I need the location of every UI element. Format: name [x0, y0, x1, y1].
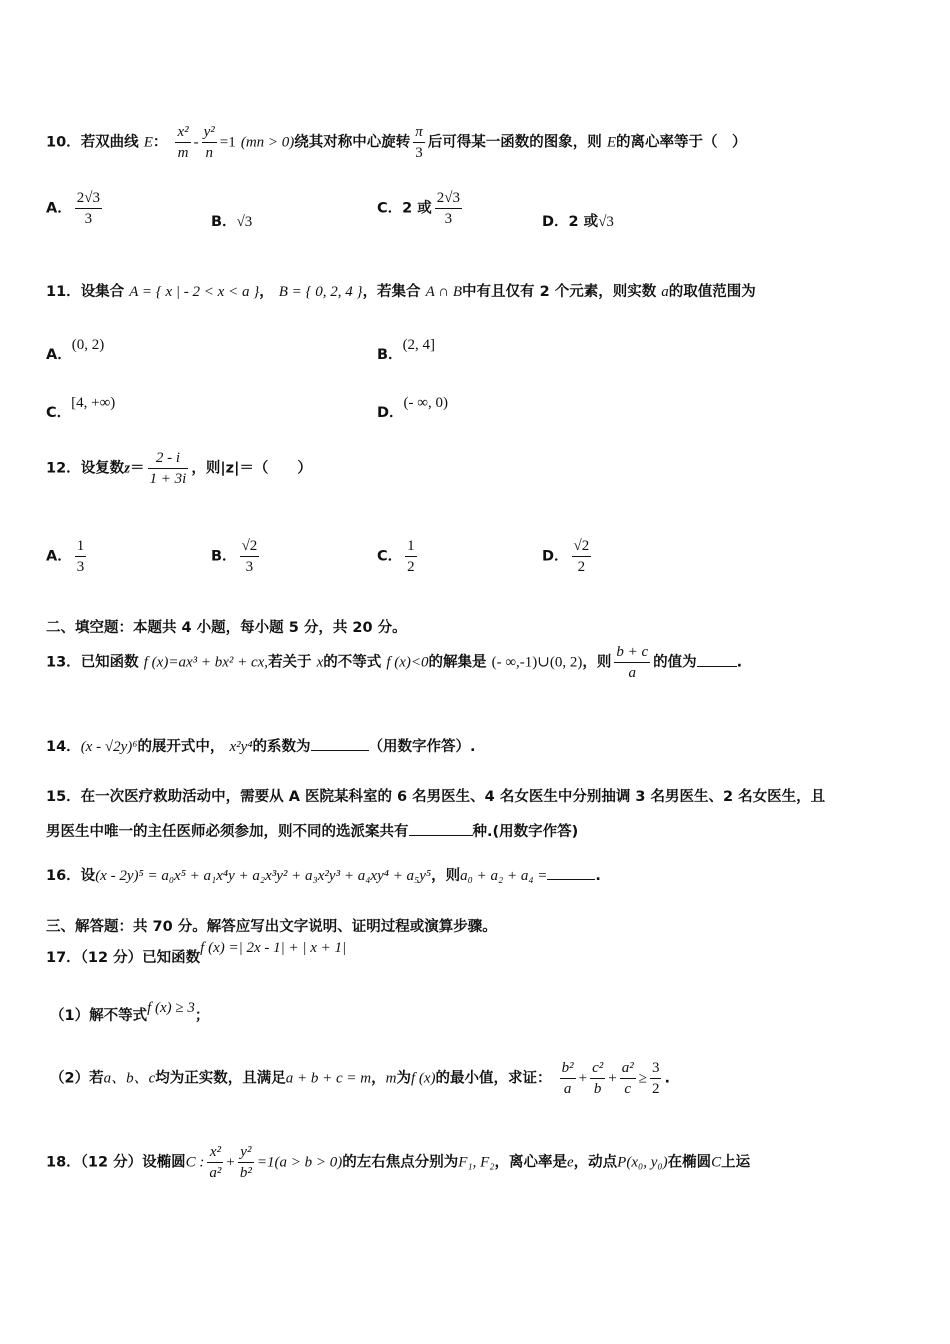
q12-option-a-num: 1 — [75, 536, 87, 557]
q16-number: 16．设 — [46, 868, 96, 884]
q12-text2: ，则|z|＝（ ） — [191, 460, 312, 477]
q17-part2-vars: a、b、c — [103, 1070, 156, 1087]
q11-intersection: A ∩ B — [425, 284, 463, 300]
q10-option-c-den: 3 — [444, 211, 453, 227]
q12-option-a[interactable] — [46, 536, 89, 577]
q17-part1-label: （1）解不等式 — [50, 1008, 148, 1024]
q10-option-d[interactable] — [542, 210, 614, 231]
q16-end: . — [595, 868, 601, 884]
q17-part2-text: 均为正实数，且满足 — [155, 1070, 286, 1087]
q10-option-a-label: A． — [46, 200, 72, 217]
question-17-part-2 — [50, 1058, 670, 1099]
q10-option-b-label: B． — [211, 214, 237, 230]
q10-option-a[interactable] — [46, 188, 105, 229]
q17-part1-expr: f (x) ≥ 3 — [147, 1000, 195, 1016]
question-15-line-1: 15．在一次医疗救助活动中，需要从 A 医院某科室的 6 名男医生、4 名女医生中分别抽调 3 名男医生、2 名女医生，且 — [46, 789, 826, 805]
q12-text: 设复数 — [80, 460, 125, 477]
q17-number: 17．（12 分）已知函数 — [46, 950, 201, 966]
q18-C2: C — [711, 1154, 722, 1171]
q11-set-b: B = { 0, 2, 4 } — [278, 284, 363, 300]
q16-text: ，则 — [431, 868, 461, 884]
q18-frac-y: $\frac{\text{y²}}{\text{b²}}$ — [239, 1144, 252, 1181]
q10-text3: 后可得某一函数的图象，则 — [427, 134, 602, 151]
question-14 — [46, 735, 476, 756]
question-18 — [46, 1142, 750, 1183]
q14-text: 的展开式中， — [137, 739, 225, 755]
q17-frac-3: $\frac{\text{a²}}{c}$ — [621, 1060, 634, 1097]
q12-option-b-num: √2 — [240, 536, 260, 557]
q10-frac-x: $\frac{\text{x²}}{m}$ — [177, 124, 189, 161]
q14-number: 14． — [46, 739, 81, 755]
q10-option-d-value: √3 — [598, 214, 614, 230]
q12-option-c-den: 2 — [407, 559, 415, 575]
section-2-heading: 二、填空题：本题共 4 小题，每小题 5 分，共 20 分。 — [46, 620, 407, 636]
q10-text: 若双曲线 — [80, 134, 139, 151]
q13-text: 已知函数 — [80, 654, 139, 671]
q18-text: 的左右焦点分别为 — [342, 1154, 459, 1171]
q12-number: 12． — [46, 460, 81, 477]
q12-option-c[interactable] — [377, 536, 420, 577]
q10-colon: ： — [152, 134, 168, 151]
q11-option-a[interactable] — [46, 333, 105, 363]
q17-frac-4: $\frac{3}{2}$ — [651, 1060, 660, 1097]
q13-fraction: $\frac{b + c}{a}$ — [616, 644, 649, 681]
q18-text5: 上运 — [721, 1154, 751, 1171]
q10-option-c[interactable] — [377, 188, 465, 229]
q18-plus: + — [226, 1154, 235, 1171]
q15-text: 男医生中唯一的主任医师必须参加，则不同的选派案共有 — [46, 824, 409, 840]
q10-eq: =1 — [219, 134, 236, 151]
q15-text2: 种.(用数字作答) — [472, 824, 579, 840]
q17-end: . — [664, 1070, 670, 1087]
q18-eq: =1(a > b > 0) — [256, 1154, 343, 1171]
q17-frac-2: $\frac{\text{c²}}{b}$ — [592, 1060, 604, 1097]
q11-text2: ，若集合 — [362, 284, 421, 300]
q17-function: f (x) =| 2x - 1| + | x + 1| — [200, 940, 347, 956]
q11-option-b-label: B． — [377, 347, 403, 363]
q13-text5: ，则 — [582, 654, 612, 671]
q18-frac-x: $\frac{\text{x²}}{\text{a²}}$ — [209, 1144, 222, 1181]
q12-z: z — [124, 460, 131, 477]
q11-text4: 的取值范围为 — [668, 284, 756, 300]
q12-option-d-num: √2 — [572, 536, 592, 557]
q11-option-c[interactable] — [46, 391, 116, 421]
q11-option-d-value: (- ∞, 0) — [403, 395, 448, 411]
q12-eq: ＝ — [130, 460, 145, 477]
q12-option-d[interactable] — [542, 536, 594, 577]
q16-sum: a₀ + a₂ + a₄ = — [460, 868, 548, 884]
q12-option-c-num: 1 — [405, 536, 417, 557]
q10-option-c-num: 2√3 — [435, 188, 462, 209]
q11-set-a: A = { x | - 2 < x < a } — [129, 284, 260, 300]
q11-option-d-label: D． — [377, 405, 404, 421]
q12-option-d-den: 2 — [577, 559, 586, 575]
q14-term: x²y⁴ — [229, 739, 253, 755]
q14-text2: 的系数为 — [252, 739, 311, 755]
q10-condition: (mn > 0) — [240, 134, 295, 151]
q11-text: 设集合 — [80, 284, 125, 300]
q18-number: 18．（12 分）设椭圆 — [46, 1154, 186, 1171]
q17-frac-1: $\frac{\text{b²}}{a}$ — [561, 1060, 574, 1097]
q17-part1-end: ； — [194, 1008, 210, 1024]
q18-text3: ，动点 — [573, 1154, 618, 1171]
q12-option-c-label: C． — [377, 548, 403, 565]
q11-option-b[interactable] — [377, 333, 436, 363]
q10-option-a-den: 3 — [84, 211, 93, 227]
q18-point: P(x₀, y₀) — [617, 1154, 668, 1171]
q13-x: x — [316, 654, 324, 671]
question-15-line-2 — [46, 820, 578, 841]
q10-E2: E — [606, 134, 617, 151]
q14-text3: （用数字作答）. — [368, 739, 476, 755]
q11-number: 11． — [46, 284, 81, 300]
q17-part2-text2: 为 — [396, 1070, 411, 1087]
q10-text2: 绕其对称中心旋转 — [294, 134, 411, 151]
q18-foci: F₁, F₂ — [458, 1154, 495, 1171]
q17-part2-comma: ， — [371, 1070, 386, 1087]
q13-inequality: f (x)<0 — [386, 654, 429, 671]
q10-option-b[interactable] — [211, 210, 252, 231]
q18-e: e — [567, 1154, 574, 1171]
q13-text4: 的解集是 — [428, 654, 487, 671]
q13-end: . — [736, 654, 743, 671]
q13-text6: 的值为 — [653, 654, 697, 671]
q11-option-a-label: A． — [46, 347, 72, 363]
q14-answer-blank[interactable] — [311, 750, 369, 751]
q10-option-b-value: √3 — [236, 214, 253, 230]
q17-part2-label: （2）若 — [50, 1070, 104, 1087]
q11-option-c-label: C． — [46, 405, 72, 421]
q11-a: a — [661, 284, 669, 300]
q12-option-a-den: 3 — [76, 559, 85, 575]
q15-answer-blank[interactable] — [409, 835, 473, 836]
q13-function: f (x)=ax³ + bx² + cx, — [143, 654, 269, 671]
q12-option-a-label: A． — [46, 548, 72, 565]
q13-text3: 的不等式 — [323, 654, 382, 671]
q13-text2: 若关于 — [268, 654, 312, 671]
q17-ge: ≥ — [638, 1070, 647, 1087]
q17-part2-condition: a + b + c = m — [285, 1070, 372, 1087]
q18-C: C : — [185, 1154, 205, 1171]
q12-option-b-den: 3 — [245, 559, 254, 575]
q11-comma: ， — [259, 284, 274, 300]
q17-plus-1: + — [578, 1070, 588, 1087]
question-17-part-1 — [50, 1000, 210, 1025]
q11-text3: 中有且仅有 2 个元素，则实数 — [462, 284, 657, 300]
question-16 — [46, 864, 601, 885]
q10-text4: 的离心率等于（ ） — [616, 134, 747, 151]
q12-option-b-label: B． — [211, 548, 237, 565]
q10-frac-pi: $\frac{\pi}{3}$ — [415, 124, 423, 161]
q13-solution-set: (- ∞,-1)∪(0, 2) — [491, 654, 583, 671]
q12-option-b[interactable] — [211, 536, 262, 577]
q17-plus-2: + — [608, 1070, 617, 1087]
q11-option-a-value: (0, 2) — [71, 337, 105, 353]
q11-option-b-value: (2, 4] — [402, 337, 436, 353]
q10-option-d-label: D．2 或 — [542, 214, 599, 230]
q10-option-a-num: 2√3 — [75, 188, 102, 209]
q11-option-d[interactable] — [377, 391, 448, 421]
q16-expansion: (x - 2y)⁵ = a₀x⁵ + a₁x⁴y + a₂x³y² + a₃x²y³ + a₄xy⁴ + a₅y⁵ — [95, 868, 432, 884]
q13-answer-blank[interactable] — [697, 666, 737, 667]
q12-fraction: $\frac{2 - i}{1 + 3i}$ — [149, 450, 187, 487]
q16-answer-blank[interactable] — [547, 879, 595, 880]
question-11 — [46, 280, 756, 301]
question-13 — [46, 642, 742, 683]
q11-option-c-value: [4, +∞) — [71, 395, 116, 411]
question-12 — [46, 448, 312, 489]
q13-number: 13． — [46, 654, 81, 671]
question-10 — [46, 122, 747, 163]
q10-option-c-label: C．2 或 — [377, 200, 432, 217]
q17-part2-fx: f (x) — [410, 1070, 436, 1087]
q10-frac-y: $\frac{\text{y²}}{n}$ — [203, 124, 215, 161]
q10-minus: - — [193, 134, 199, 151]
q10-number: 10． — [46, 134, 81, 151]
q18-text4: 在椭圆 — [667, 1154, 712, 1171]
q10-E: E — [143, 134, 153, 151]
q17-part2-m: m — [385, 1070, 397, 1087]
question-17 — [46, 940, 347, 967]
q18-text2: ，离心率是 — [494, 1154, 567, 1171]
section-3-heading: 三、解答题：共 70 分。解答应写出文字说明、证明过程或演算步骤。 — [46, 919, 497, 935]
q14-expression: (x - √2y)⁶ — [80, 739, 138, 755]
q12-option-d-label: D． — [542, 548, 569, 565]
q17-part2-text3: 的最小值，求证： — [435, 1070, 552, 1087]
